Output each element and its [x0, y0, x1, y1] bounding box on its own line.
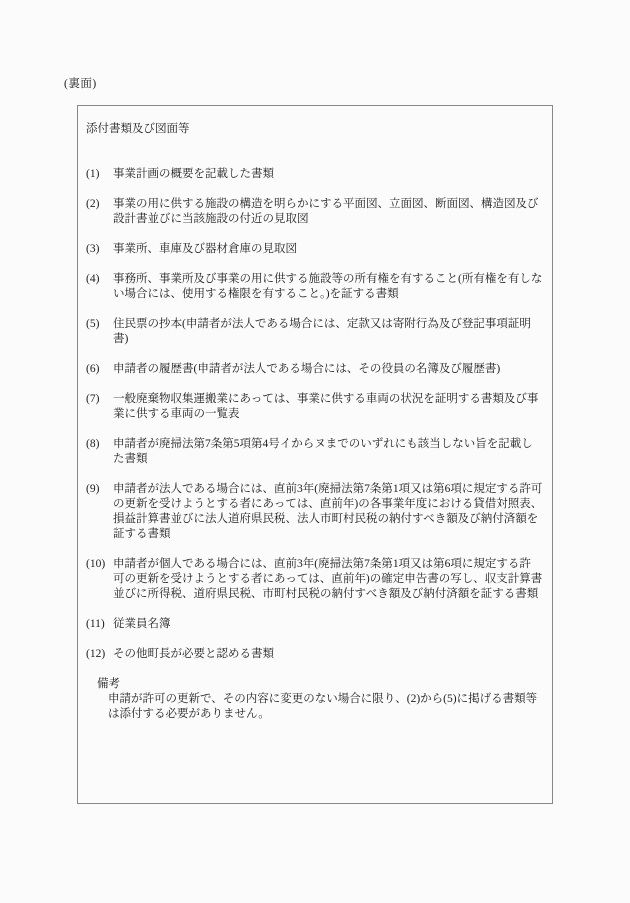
- item-number: (8): [86, 438, 100, 450]
- item-text-line: 事業の用に供する施設の構造を明らかにする平面図、立面図、断面図、構造図及び: [113, 198, 539, 210]
- item-text: [113, 362, 548, 377]
- item-text: [113, 317, 548, 347]
- item-number: (9): [86, 483, 100, 495]
- attachment-list: [86, 167, 548, 662]
- item-number: (3): [86, 243, 100, 255]
- item-text-line: 事業所、車庫及び器材倉庫の見取図: [113, 243, 297, 255]
- item-number: (6): [86, 363, 100, 375]
- item-text: [113, 617, 548, 632]
- list-item: [86, 362, 548, 377]
- item-text-line: 証する書類: [113, 528, 171, 540]
- list-item: [86, 617, 548, 632]
- item-text-line: 設計書並びに当該施設の付近の見取図: [113, 213, 309, 225]
- remarks-text-line: 申請が許可の更新で、その内容に変更のない場合に限り、(2)から(5)に掲げる書類等: [108, 693, 538, 705]
- item-number: (1): [86, 168, 100, 180]
- list-item: [86, 167, 548, 182]
- page-side-label: (裏面): [64, 78, 97, 90]
- box-title: 添付書類及び図面等: [86, 123, 190, 135]
- item-text-line: 申請者の履歴書(申請者が法人である場合には、その役員の名簿及び履歴書): [113, 363, 501, 375]
- item-number: (12): [86, 648, 106, 660]
- item-number: (11): [86, 618, 105, 630]
- item-text: [113, 647, 548, 662]
- remarks-text: [108, 692, 548, 722]
- remarks-text-line: は添付する必要がありません。: [108, 708, 270, 720]
- item-text: [113, 482, 548, 542]
- item-text: [113, 437, 548, 467]
- item-text: [113, 557, 548, 602]
- item-text-line: 業に供する車両の一覧表: [113, 408, 240, 420]
- item-text-line: 申請者が廃掃法第7条第5項第4号イからヌまでのいずれにも該当しない旨を記載し: [113, 438, 533, 450]
- item-text-line: 損益計算書並びに法人道府県民税、法人市町村民税の納付すべき額及び納付済額を: [113, 513, 539, 525]
- item-text: [113, 167, 548, 182]
- list-item: [86, 647, 548, 662]
- list-item: [86, 392, 548, 422]
- item-text-line: い場合には、使用する権限を有すること。)を証する書類: [113, 288, 399, 300]
- item-text-line: 従業員名簿: [113, 618, 171, 630]
- item-text-line: 申請者が法人である場合には、直前3年(廃掃法第7条第1項又は第6項に規定する許可: [113, 483, 543, 495]
- list-item: [86, 272, 548, 302]
- remarks-heading: 備考: [97, 678, 120, 690]
- list-item: [86, 197, 548, 227]
- list-item: [86, 482, 548, 542]
- item-number: (7): [86, 393, 100, 405]
- item-text-line: 事務所、事業所及び事業の用に供する施設等の所有権を有すること(所有権を有しな: [113, 273, 543, 285]
- item-text: [113, 197, 548, 227]
- item-text-line: 事業計画の概要を記載した書類: [113, 168, 274, 180]
- attachments-box: [77, 105, 553, 804]
- list-item: [86, 437, 548, 467]
- item-text-line: 一般廃棄物収集運搬業にあっては、事業に供する車両の状況を証明する書類及び事: [113, 393, 539, 405]
- item-number: (4): [86, 273, 100, 285]
- remarks-section: [86, 677, 548, 722]
- item-text: [113, 392, 548, 422]
- list-item: [86, 557, 548, 602]
- item-number: (5): [86, 318, 100, 330]
- list-item: [86, 242, 548, 257]
- item-text: [113, 242, 548, 257]
- item-text-line: た書類: [113, 453, 148, 465]
- item-text-line: の更新を受けようとする者にあっては、直前年)の各事業年度における貸借対照表、: [113, 498, 543, 510]
- item-text: [113, 272, 548, 302]
- item-number: (2): [86, 198, 100, 210]
- item-number: (10): [86, 558, 106, 570]
- item-text-line: 並びに所得税、道府県民税、市町村民税の納付すべき額及び納付済額を証する書類: [113, 588, 539, 600]
- item-text-line: 申請者が個人である場合には、直前3年(廃掃法第7条第1項又は第6項に規定する許: [113, 558, 531, 570]
- item-text-line: 書): [113, 333, 129, 345]
- item-text-line: その他町長が必要と認める書類: [113, 648, 274, 660]
- item-text-line: 住民票の抄本(申請者が法人である場合には、定款又は寄附行為及び登記事項証明: [113, 318, 531, 330]
- list-item: [86, 317, 548, 347]
- item-text-line: 可の更新を受けようとする者にあっては、直前年)の確定申告書の写し、収支計算書: [113, 573, 543, 585]
